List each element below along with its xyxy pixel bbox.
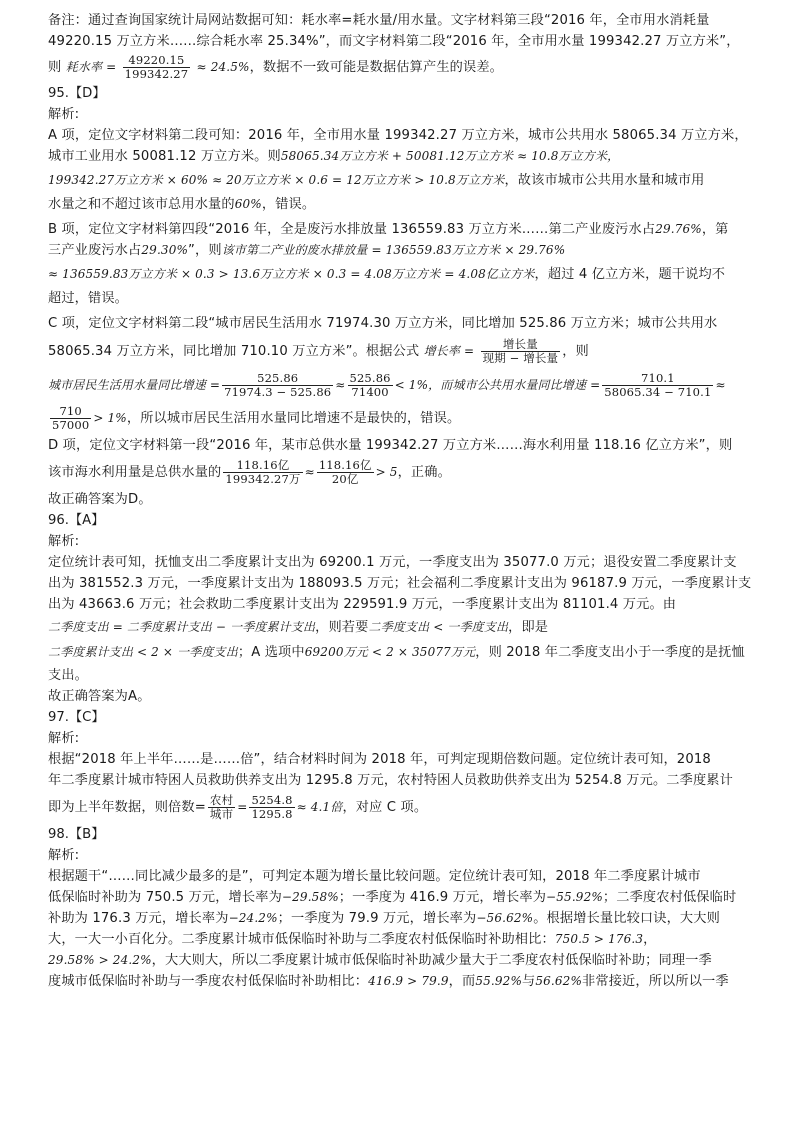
q97-line-3 <box>48 791 760 824</box>
formula: 29.30% <box>141 243 189 257</box>
text: B 项，定位文字材料第四段“2016 年，全是废污水排放量 136559.83 万立方米……第二产业废污水占 <box>48 222 656 237</box>
text: ，大大则大，所以二季度累计城市低保临时补助减少量大于二季度农村低保临时补助；同理一季 <box>151 953 712 968</box>
fraction <box>222 372 333 399</box>
text: 三产业废污水占 <box>48 243 142 258</box>
denominator: 城市 <box>209 806 234 821</box>
denominator: 199342.27 <box>124 66 189 81</box>
text: ，数据不一致可能是数据估算产生的误差。 <box>249 60 504 75</box>
approx: ≈ <box>304 465 315 479</box>
q96-line-6: 支出。 <box>48 668 89 683</box>
formula: 58065.34万立方米 + 50081.12万立方米 ≈ 10.8万立方米， <box>280 149 620 163</box>
q96-line-5 <box>48 640 760 665</box>
numerator: 49220.15 <box>128 52 185 67</box>
text: ，第 <box>701 222 729 237</box>
approx: ≈ <box>335 378 346 392</box>
formula-label: 增长率 = <box>423 344 475 358</box>
formula: 750.5 > 176.3 <box>554 932 644 946</box>
result: ≈ 4.1倍 <box>296 800 343 814</box>
numerator: 118.16亿 <box>236 457 290 472</box>
fraction <box>481 338 561 365</box>
option-c-line-3 <box>48 369 760 402</box>
formula: 二季度累计支出 < 2 × 一季度支出 <box>48 645 238 659</box>
formula: 二季度支出 = 二季度累计支出 − 一季度累计支出 <box>48 620 316 634</box>
formula: 29.58% > 24.2% <box>48 953 152 967</box>
option-c-line-2 <box>48 334 760 369</box>
q96-line-2: 出为 381552.3 万元，一季度累计支出为 188093.5 万元；社会福利二季度累计支出为 96187.9 万元，一季度累计支 <box>48 576 752 591</box>
text: ，而 <box>448 974 476 989</box>
formula: ≈ 136559.83万立方米 × 0.3 > 13.6万立方米 × 0.3 = 4.08万立方米 = 4.08亿立方米 <box>48 267 535 281</box>
text: 则 <box>48 60 62 75</box>
q98-line-6 <box>48 971 760 992</box>
text: ；一季度为 79.9 万元，增长率为 <box>277 911 477 926</box>
note-line-3 <box>48 52 760 83</box>
answer-explanation-page <box>48 10 760 992</box>
denominator: 71974.3 − 525.86 <box>224 384 332 399</box>
formula: −29.58% <box>281 890 339 904</box>
numerator: 525.86 <box>257 370 299 385</box>
answer-95: 故正确答案为D。 <box>48 492 152 507</box>
fraction <box>602 372 713 399</box>
text: ；二季度农村低保临时 <box>602 890 737 905</box>
fraction <box>249 794 294 821</box>
text: 低保临时补助为 750.5 万元，增长率为 <box>48 890 282 905</box>
fraction <box>123 54 191 81</box>
text: ，则若要 <box>315 620 369 635</box>
q98-line-5 <box>48 950 760 971</box>
formula: 60% <box>234 197 262 211</box>
text: 补助为 176.3 万元，增长率为 <box>48 911 229 926</box>
text: ，超过 4 亿立方米，题干说均不 <box>534 267 726 282</box>
analysis-label: 解析: <box>48 731 80 746</box>
analysis-label: 解析: <box>48 848 80 863</box>
text: 该市海水利用量是总供水量的 <box>48 465 222 480</box>
option-c-line-1: C 项，定位文字材料第二段“城市居民生活用水 71974.30 万立方米，同比增加 525.86 万立方米；城市公共用水 <box>48 316 718 331</box>
option-c-line-4 <box>48 402 760 435</box>
numerator: 增长量 <box>502 336 538 351</box>
formula: 29.76% <box>655 222 702 236</box>
q98-line-3 <box>48 908 760 929</box>
formula: 69200万元 < 2 × 35077万元 <box>304 645 476 659</box>
numerator: 118.16亿 <box>318 457 372 472</box>
question-97-header: 97.【C】 <box>48 710 105 725</box>
formula: 199342.27万立方米 × 60% ≈ 20万立方米 × 0.6 = 12万立方米 > 10.8万立方米 <box>48 173 505 187</box>
formula-label: ，而城市公共用水量同比增速 = <box>428 378 601 392</box>
option-b-line-2 <box>48 240 760 261</box>
text: 城市工业用水 50081.12 万立方米。则 <box>48 149 281 164</box>
option-b-line-4: 超过，错误。 <box>48 291 129 306</box>
formula: −56.62% <box>476 911 534 925</box>
option-a-line-4 <box>48 194 760 215</box>
fraction <box>50 405 91 432</box>
note-line-1: 备注：通过查询国家统计局网站数据可知：耗水率=耗水量/用水量。文字材料第三段“2016 年，全市用水消耗量 <box>48 13 710 28</box>
q98-line-1: 根据题干“……同比减少最多的是”，可判定本题为增长量比较问题。定位统计表可知，2018 年二季度累计城市 <box>48 869 701 884</box>
text: ，正确。 <box>397 465 451 480</box>
question-98-header: 98.【B】 <box>48 827 105 842</box>
denominator: 71400 <box>348 385 393 399</box>
text: 与 <box>522 974 536 989</box>
text: ， <box>643 932 657 947</box>
text: ，即是 <box>508 620 549 635</box>
text: ；一季度为 416.9 万元，增长率为 <box>338 890 547 905</box>
text: 。根据增长量比较口诀，大大则 <box>533 911 720 926</box>
numerator: 525.86 <box>349 370 391 385</box>
note-line-2: 49220.15 万立方米……综合耗水率 25.34%”，而文字材料第二段“2016 年，全市用水量 199342.27 万立方米”， <box>48 34 740 49</box>
formula: 二季度支出 < 一季度支出 <box>368 620 509 634</box>
q98-line-4 <box>48 929 760 950</box>
denominator: 20亿 <box>317 472 374 486</box>
formula: 56.62% <box>535 974 583 988</box>
formula: 416.9 > 79.9 <box>368 974 449 988</box>
comparison: < 1% <box>394 378 429 392</box>
denominator: 57000 <box>52 417 90 432</box>
text: ，所以城市居民生活用水量同比增速不是最快的，错误。 <box>126 411 461 426</box>
text: ”，则 <box>188 243 222 258</box>
q98-line-2 <box>48 887 760 908</box>
comparison: > 5 <box>375 465 398 479</box>
numerator: 710 <box>59 403 82 418</box>
question-96-header: 96.【A】 <box>48 513 105 528</box>
text: 58065.34 万立方米，同比增加 710.10 万立方米”。根据公式 <box>48 344 420 359</box>
fraction <box>348 372 393 399</box>
option-d-line-2 <box>48 456 760 489</box>
equals: = <box>237 800 248 814</box>
option-b-line-1 <box>48 219 760 240</box>
fraction <box>317 459 374 486</box>
denominator: 199342.27万 <box>225 471 301 486</box>
fraction <box>208 794 235 821</box>
option-a-line-1: A 项，定位文字材料第二段可知：2016 年，全市用水量 199342.27 万立方米，城市公共用水 58065.34 万立方米， <box>48 128 748 143</box>
formula: 55.92% <box>475 974 523 988</box>
option-a-line-3 <box>48 167 760 194</box>
q96-line-3: 出为 43663.6 万元；社会救助二季度累计支出为 229591.9 万元，一季度累计支出为 81101.4 万元。由 <box>48 597 677 612</box>
comparison: > 1% <box>93 411 127 425</box>
denominator: 现期 − 增长量 <box>482 350 559 365</box>
formula: −24.2% <box>228 911 278 925</box>
numerator: 710.1 <box>641 370 675 385</box>
text: ，错误。 <box>261 197 316 212</box>
option-b-line-3 <box>48 261 760 288</box>
q96-line-4 <box>48 615 760 640</box>
formula: 该市第二产业的废水排放量 = 136559.83万立方米 × 29.76% <box>221 243 566 257</box>
result: ≈ 24.5% <box>196 60 250 74</box>
option-d-line-1: D 项，定位文字材料第一段“2016 年，某市总供水量 199342.27 万立方米……海水利用量 118.16 亿立方米”，则 <box>48 438 733 453</box>
q97-line-1: 根据“2018 年上半年……是……倍”，结合材料时间为 2018 年，可判定现期倍数问题。定位统计表可知，2018 <box>48 752 711 767</box>
text: ；A 选项中 <box>237 645 305 660</box>
text: 大，一大一小百化分。二季度累计城市低保临时补助与二季度农村低保临时补助相比： <box>48 932 555 947</box>
text: ，则 2018 年二季度支出小于一季度的是抚恤 <box>475 645 745 660</box>
numerator: 农村 <box>209 792 234 807</box>
q97-line-2: 年二季度累计城市特困人员救助供养支出为 1295.8 万元，农村特困人员救助供养支出为 5254.8 万元。二季度累计 <box>48 773 733 788</box>
text: 水量之和不超过该市总用水量的 <box>48 197 235 212</box>
formula-label: 耗水率 = <box>65 60 117 74</box>
formula: −55.92% <box>546 890 603 904</box>
numerator: 5254.8 <box>251 792 293 807</box>
option-a-line-2 <box>48 146 760 167</box>
text: 即为上半年数据，则倍数= <box>48 800 206 815</box>
answer-96: 故正确答案为A。 <box>48 689 151 704</box>
text: ，故该市城市公共用水量和城市用 <box>504 173 705 188</box>
question-95-header: 95.【D】 <box>48 86 106 101</box>
analysis-label: 解析: <box>48 107 80 122</box>
text: 非常接近，所以所以一季 <box>582 974 729 989</box>
text: ，则 <box>562 344 589 359</box>
fraction <box>223 459 302 486</box>
text: 度城市低保临时补助与一季度农村低保临时补助相比： <box>48 974 369 989</box>
text: ，对应 C 项。 <box>342 800 428 815</box>
denominator: 58065.34 − 710.1 <box>604 384 712 399</box>
denominator: 1295.8 <box>251 806 293 821</box>
formula-label: 城市居民生活用水量同比增速 = <box>48 378 221 392</box>
approx: ≈ <box>715 378 726 392</box>
analysis-label: 解析: <box>48 534 80 549</box>
q96-line-1: 定位统计表可知，抚恤支出二季度累计支出为 69200.1 万元，一季度支出为 35077.0 万元；退役安置二季度累计支 <box>48 555 737 570</box>
